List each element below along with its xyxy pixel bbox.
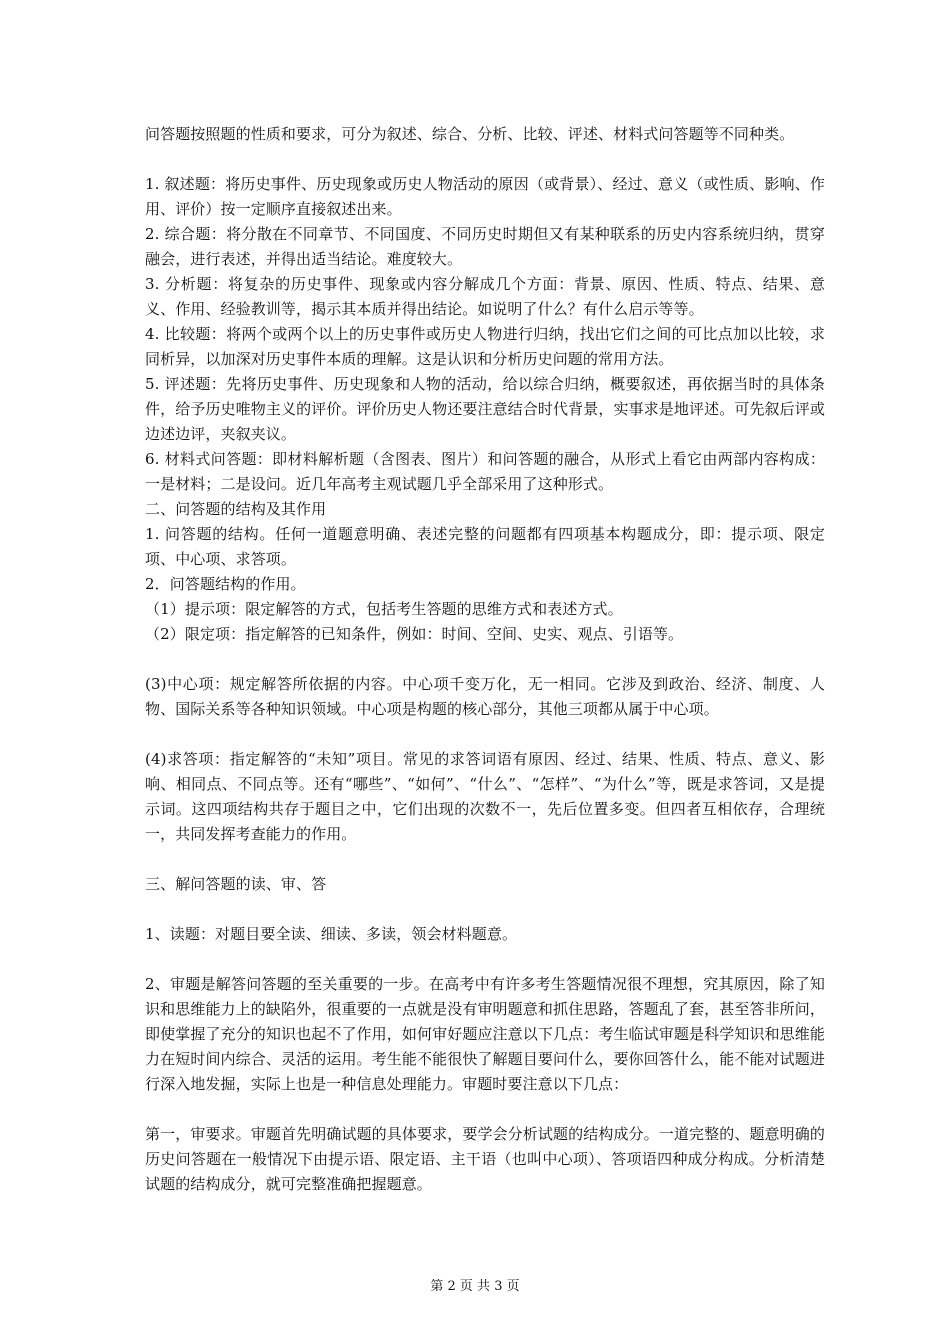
answer-item: (4)求答项：指定解答的“未知”项目。常见的求答词语有原因、经过、结果、性质、特点、意义、影响、相同点、不同点等。还有“哪些”、“如何”、“什么”、“怎样”、“为什么”等，既是求答词，又是提示词。这四项结构共存于题目之中，它们出现的次数不一，先后位置多变。但四者互相依存，合理统一，共同发挥考查能力的作用。 — [145, 750, 825, 843]
paragraph-gap — [145, 147, 825, 172]
paragraph-gap — [145, 647, 825, 672]
type-comprehensive: 2. 综合题：将分散在不同章节、不同国度、不同历史时期但又有某种联系的历史内容系统归纳，贯穿融会，进行表述，并得出适当结论。难度较大。 — [145, 225, 825, 268]
section-3-heading: 三、解问答题的读、审、答 — [145, 875, 327, 893]
review-paragraph: 2、审题是解答问答题的至关重要的一步。在高考中有许多考生答题情况很不理想，究其原因，除了知识和思维能力上的缺陷外，很重要的一点就是没有审明题意和抓住思路，答题乱了套，甚至答非所问，即使掌握了充分的知识也起不了作用，如何审好题应注意以下几点：考生临试审题是科学知识和思维能力在短时间内综合、灵活的运用。考生能不能很快了解题目要问什么，要你回答什么，能不能对试题进行深入地发掘，实际上也是一种信息处理能力。审题时要注意以下几点： — [145, 975, 825, 1093]
intro-paragraph: 问答题按照题的性质和要求，可分为叙述、综合、分析、比较、评述、材料式问答题等不同种类。 — [145, 125, 795, 143]
paragraph-gap — [145, 1097, 825, 1122]
type-comparison: 4. 比较题：将两个或两个以上的历史事件或历史人物进行归纳，找出它们之间的可比点加以比较，求同析异，以加深对历史事件本质的理解。这是认识和分析历史问题的常用方法。 — [145, 325, 825, 368]
function-heading: 2．问答题结构的作用。 — [145, 575, 306, 593]
paragraph-gap — [145, 947, 825, 972]
paragraph-gap — [145, 722, 825, 747]
paragraph-gap — [145, 897, 825, 922]
type-analysis: 3. 分析题：将复杂的历史事件、现象或内容分解成几个方面：背景、原因、性质、特点、结果、意义、作用、经验教训等，揭示其本质并得出结论。如说明了什么？有什么启示等等。 — [145, 275, 825, 318]
type-commentary: 5. 评述题：先将历史事件、历史现象和人物的活动，给以综合归纳，概要叙述，再依据当时的具体条件，给予历史唯物主义的评价。评价历史人物还要注意结合时代背景，实事求是地评述。可先叙后评或边述边评，夹叙夹议。 — [145, 375, 825, 443]
type-material: 6. 材料式问答题：即材料解析题（含图表、图片）和问答题的融合，从形式上看它由两部内容构成：一是材料；二是设问。近几年高考主观试题几乎全部采用了这种形式。 — [145, 450, 825, 493]
center-item: (3)中心项：规定解答所依据的内容。中心项千变万化，无一相同。它涉及到政治、经济、制度、人物、国际关系等各种知识领域。中心项是构题的核心部分，其他三项都从属于中心项。 — [145, 675, 825, 718]
prompt-item: （1）提示项：限定解答的方式，包括考生答题的思维方式和表述方式。 — [145, 600, 623, 618]
read-paragraph: 1、读题：对题目要全读、细读、多读，领会材料题意。 — [145, 925, 518, 943]
first-point-paragraph: 第一，审要求。审题首先明确试题的具体要求，要学会分析试题的结构成分。一道完整的、题意明确的历史问答题在一般情况下由提示语、限定语、主干语（也叫中心项）、答项语四种成分构成。分析清楚试题的结构成分，就可完整准确把握题意。 — [145, 1125, 825, 1193]
paragraph-gap — [145, 847, 825, 872]
section-2-heading: 二、问答题的结构及其作用 — [145, 500, 327, 518]
structure-paragraph: 1. 问答题的结构。任何一道题意明确、表述完整的问题都有四项基本构题成分，即：提示项、限定项、中心项、求答项。 — [145, 525, 825, 568]
page-footer: 第 2 页 共 3 页 — [430, 1279, 520, 1294]
limit-item: （2）限定项：指定解答的已知条件，例如：时间、空间、史实、观点、引语等。 — [145, 625, 684, 643]
document-body — [145, 122, 825, 1197]
type-narrative: 1. 叙述题：将历史事件、历史现象或历史人物活动的原因（或背景）、经过、意义（或性质、影响、作用、评价）按一定顺序直接叙述出来。 — [145, 175, 825, 218]
